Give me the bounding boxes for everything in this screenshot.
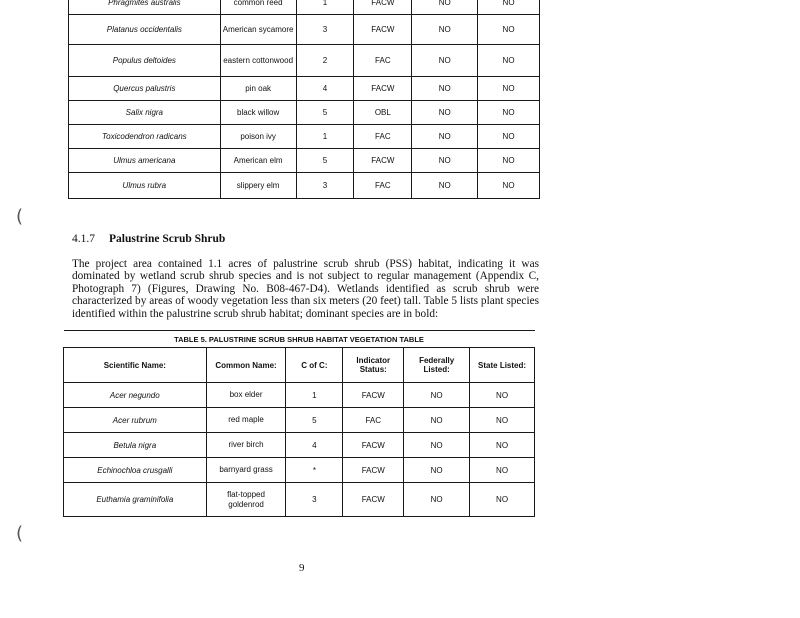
common-name: black willow xyxy=(220,101,296,125)
indicator-status: FAC xyxy=(354,45,412,77)
state-listed: NO xyxy=(478,0,540,15)
indicator-status: FACW xyxy=(343,433,404,458)
indicator-status: FACW xyxy=(354,149,412,173)
scientific-name: Phragmites australis xyxy=(69,0,221,15)
c-of-c: * xyxy=(286,458,343,483)
common-name: American elm xyxy=(220,149,296,173)
section-title: Palustrine Scrub Shrub xyxy=(109,233,226,245)
page-number: 9 xyxy=(299,562,305,574)
c-of-c: 3 xyxy=(296,15,354,45)
table-row xyxy=(64,458,535,483)
scientific-name: Populus deltoides xyxy=(69,45,221,77)
table-row xyxy=(64,383,535,408)
header-scientific-name: Scientific Name: xyxy=(64,348,207,383)
table-row xyxy=(69,45,540,77)
table-row xyxy=(69,149,540,173)
section-number: 4.1.7 xyxy=(72,233,95,245)
vegetation-table-continued xyxy=(68,0,540,199)
state-listed: NO xyxy=(478,173,540,199)
federally-listed: NO xyxy=(412,15,478,45)
table-row xyxy=(69,15,540,45)
scientific-name: Salix nigra xyxy=(69,101,221,125)
indicator-status: FACW xyxy=(343,483,404,517)
state-listed: NO xyxy=(470,433,535,458)
header-c-of-c: C of C: xyxy=(286,348,343,383)
header-state-listed: State Listed: xyxy=(470,348,535,383)
federally-listed: NO xyxy=(412,45,478,77)
federally-listed: NO xyxy=(404,408,470,433)
federally-listed: NO xyxy=(412,149,478,173)
common-name: flat-topped goldenrod xyxy=(206,483,286,517)
table-row xyxy=(69,125,540,149)
table-row xyxy=(64,483,535,517)
table-row xyxy=(69,173,540,199)
state-listed: NO xyxy=(478,125,540,149)
scientific-name: Ulmus americana xyxy=(69,149,221,173)
common-name: eastern cottonwood xyxy=(220,45,296,77)
table-row xyxy=(69,0,540,15)
table-row xyxy=(69,77,540,101)
indicator-status: FAC xyxy=(343,408,404,433)
c-of-c: 1 xyxy=(296,125,354,149)
state-listed: NO xyxy=(470,458,535,483)
indicator-status: FACW xyxy=(343,383,404,408)
common-name: common reed xyxy=(220,0,296,15)
federally-listed: NO xyxy=(412,125,478,149)
table-header-row xyxy=(64,348,535,383)
table-title: TABLE 5. PALUSTRINE SCRUB SHRUB HABITAT VEGETATION TABLE xyxy=(64,331,535,348)
common-name: river birch xyxy=(206,433,286,458)
scientific-name: Echinochloa crusgalli xyxy=(64,458,207,483)
scientific-name: Ulmus rubra xyxy=(69,173,221,199)
federally-listed: NO xyxy=(404,458,470,483)
common-name: pin oak xyxy=(220,77,296,101)
scientific-name: Platanus occidentalis xyxy=(69,15,221,45)
scientific-name: Acer negundo xyxy=(64,383,207,408)
common-name: American sycamore xyxy=(220,15,296,45)
indicator-status: FACW xyxy=(354,77,412,101)
state-listed: NO xyxy=(478,77,540,101)
state-listed: NO xyxy=(470,483,535,517)
state-listed: NO xyxy=(478,101,540,125)
scientific-name: Quercus palustris xyxy=(69,77,221,101)
c-of-c: 3 xyxy=(286,483,343,517)
state-listed: NO xyxy=(478,45,540,77)
indicator-status: OBL xyxy=(354,101,412,125)
state-listed: NO xyxy=(478,15,540,45)
scientific-name: Acer rubrum xyxy=(64,408,207,433)
federally-listed: NO xyxy=(412,0,478,15)
c-of-c: 5 xyxy=(286,408,343,433)
federally-listed: NO xyxy=(404,433,470,458)
indicator-status: FAC xyxy=(354,173,412,199)
common-name: box elder xyxy=(206,383,286,408)
common-name: barnyard grass xyxy=(206,458,286,483)
table-5 xyxy=(63,330,535,517)
c-of-c: 1 xyxy=(286,383,343,408)
scan-mark: ( xyxy=(16,523,24,544)
c-of-c: 4 xyxy=(296,77,354,101)
scientific-name: Betula nigra xyxy=(64,433,207,458)
state-listed: NO xyxy=(478,149,540,173)
indicator-status: FACW xyxy=(354,15,412,45)
header-federally-listed: Federally Listed: xyxy=(404,348,470,383)
federally-listed: NO xyxy=(404,383,470,408)
c-of-c: 1 xyxy=(296,0,354,15)
federally-listed: NO xyxy=(412,77,478,101)
state-listed: NO xyxy=(470,383,535,408)
table-row xyxy=(69,101,540,125)
section-paragraph: The project area contained 1.1 acres of palustrine scrub shrub (PSS) habitat, indicating it was dominated by wetland scrub shrub species and is not subject to regular management (Appendix C, Photograph 7) (Figures, Drawing No. B08-467-D4). Wetlands identified as scrub shrub were characterized by areas of woody vegetation less than six meters (20 feet) tall. Table 5 lists plant species identified within the palustrine scrub shrub habitat; dominant species are in bold: xyxy=(72,258,539,320)
scan-mark: ( xyxy=(16,206,24,227)
indicator-status: FACW xyxy=(354,0,412,15)
indicator-status: FACW xyxy=(343,458,404,483)
indicator-status: FAC xyxy=(354,125,412,149)
table-row xyxy=(64,408,535,433)
header-common-name: Common Name: xyxy=(206,348,286,383)
c-of-c: 5 xyxy=(296,149,354,173)
scientific-name: Euthamia graminifolia xyxy=(64,483,207,517)
federally-listed: NO xyxy=(412,173,478,199)
table-row xyxy=(64,433,535,458)
c-of-c: 3 xyxy=(296,173,354,199)
section-heading xyxy=(72,233,225,245)
c-of-c: 4 xyxy=(286,433,343,458)
c-of-c: 5 xyxy=(296,101,354,125)
common-name: slippery elm xyxy=(220,173,296,199)
common-name: poison ivy xyxy=(220,125,296,149)
c-of-c: 2 xyxy=(296,45,354,77)
common-name: red maple xyxy=(206,408,286,433)
federally-listed: NO xyxy=(412,101,478,125)
header-indicator-status: Indicator Status: xyxy=(343,348,404,383)
state-listed: NO xyxy=(470,408,535,433)
federally-listed: NO xyxy=(404,483,470,517)
scientific-name: Toxicodendron radicans xyxy=(69,125,221,149)
